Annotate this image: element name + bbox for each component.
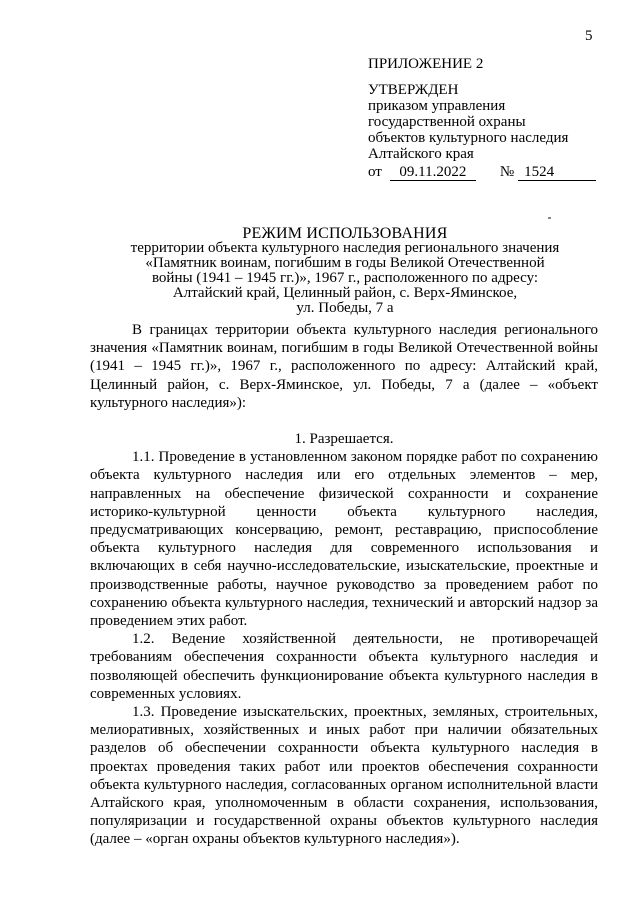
heading-line: войны (1941 – 1945 гг.)», 1967 г., расположенного по адресу: — [151, 270, 539, 286]
heading-title: РЕЖИМ ИСПОЛЬЗОВАНИЯ — [242, 225, 448, 242]
section-title: 1. Разрешается. — [294, 431, 394, 448]
heading-line: «Памятник воинам, погибшим в годы Великой Отечественной — [145, 255, 545, 271]
scan-mark — [548, 217, 551, 219]
approval-line: Алтайского края — [368, 146, 474, 162]
appendix-label: ПРИЛОЖЕНИЕ 2 — [368, 56, 484, 72]
page-number: 5 — [585, 28, 593, 44]
approval-line: приказом управления — [368, 98, 506, 114]
date-prefix: от — [368, 164, 382, 180]
heading-line: ул. Победы, 7 а — [296, 300, 394, 316]
item-paragraph: 1.1. Проведение в установленном законом порядке работ по сохранению объекта культурного наследия или его отдельных элементов – мер, направленных на обеспечение физической сохранности и сохранение историко-культурной ценности объекта культурного наследия, предусматривающих консервацию, ремонт, реставрацию, приспособление объекта культурного наследия для современного использования и включающих в себя научно-исследовательские, изыскательские, проектные и производственные работы, научное руководство за проведением работ по сохранению объекта культурного наследия, технический и авторский надзор за проведением этих работ. — [90, 449, 598, 630]
number-prefix: № — [499, 164, 515, 180]
approval-block — [368, 56, 596, 181]
order-date-number — [368, 164, 596, 181]
intro-paragraph: В границах территории объекта культурного наследия регионального значения «Памятник воинам, погибшим в годы Великой Отечественной войны (1941 – 1945 гг.)», 1967 г., расположенного по адресу: Алтайский край, Целинный район, с. Верх-Яминское, ул. Победы, 7 а (далее – «объект культурного наследия»): — [90, 322, 598, 411]
document-heading — [90, 226, 600, 316]
approval-line: объектов культурного наследия — [368, 130, 569, 146]
order-number: 1524 — [518, 164, 596, 181]
approval-line: государственной охраны — [368, 114, 526, 130]
heading-line: территории объекта культурного наследия регионального значения — [130, 240, 560, 256]
order-date: 09.11.2022 — [390, 164, 476, 181]
heading-line: Алтайский край, Целинный район, с. Верх-Яминское, — [172, 285, 518, 301]
approved-label: УТВЕРЖДЕН — [368, 82, 459, 98]
item-paragraph: 1.3. Проведение изыскательских, проектных, земляных, строительных, мелиоративных, хозяйственных и иных работ при наличии обязательных разделов об обеспечении сохранности объекта культурного наследия в проектах проведения таких работ или проектов обеспечения сохранности объекта культурного наследия, согласованных органом исполнительной власти Алтайского края, уполномоченным в области сохранения, использования, популяризации и государственной охраны объектов культурного наследия (далее – «орган охраны объектов культурного наследия»). — [90, 704, 598, 848]
item-paragraph: 1.2. Ведение хозяйственной деятельности, не противоречащей требованиям обеспечения сохранности объекта культурного наследия и позволяющей обеспечить функционирование объекта культурного наследия в современных условиях. — [90, 631, 598, 702]
document-body — [90, 321, 598, 849]
